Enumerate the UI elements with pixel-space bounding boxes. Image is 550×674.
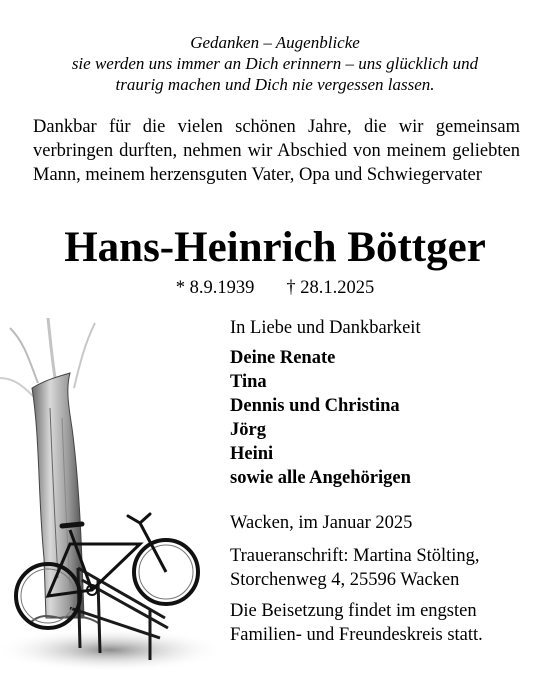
poem-line-3: traurig machen und Dich nie vergessen lassen. bbox=[115, 75, 435, 94]
death-date: † 28.1.2025 bbox=[286, 278, 375, 298]
mourner: Dennis und Christina bbox=[230, 396, 400, 416]
life-dates bbox=[0, 276, 550, 300]
funeral-note-line-1: Die Beisetzung findet im engsten bbox=[230, 601, 477, 621]
address-line-1: Traueranschrift: Martina Stölting, bbox=[230, 546, 480, 566]
mourner: Tina bbox=[230, 372, 267, 392]
mourner: Heini bbox=[230, 444, 274, 464]
love-line: In Liebe und Dankbarkeit bbox=[230, 318, 421, 338]
mourning-address bbox=[230, 544, 530, 592]
poem-line-1: Gedanken – Augenblicke bbox=[190, 33, 360, 52]
funeral-note bbox=[230, 599, 530, 647]
intro-text: Dankbar für die vielen schönen Jahre, die wir gemeinsam verbringen durften, nehmen wir Abschied von meinem geliebten Mann, meinem herzensguten Vater, Opa und Schwiegervater bbox=[33, 117, 520, 185]
funeral-note-line-2: Familien- und Freundeskreis statt. bbox=[230, 625, 483, 645]
deceased-name: Hans-Heinrich Böttger bbox=[64, 224, 486, 271]
tree-bicycle-bench-illustration bbox=[0, 318, 230, 674]
poem-line-2: sie werden uns immer an Dich erinnern – uns glücklich und bbox=[71, 54, 479, 73]
mourners-list bbox=[230, 346, 530, 490]
mourner: Deine Renate bbox=[230, 348, 336, 368]
poem bbox=[0, 32, 550, 95]
place-date: Wacken, im Januar 2025 bbox=[230, 513, 413, 533]
address-line-2: Storchenweg 4, 25596 Wacken bbox=[230, 570, 460, 590]
mourner: Jörg bbox=[230, 420, 266, 440]
birth-date: * 8.9.1939 bbox=[175, 278, 255, 298]
mourner: sowie alle Angehörigen bbox=[230, 468, 411, 488]
